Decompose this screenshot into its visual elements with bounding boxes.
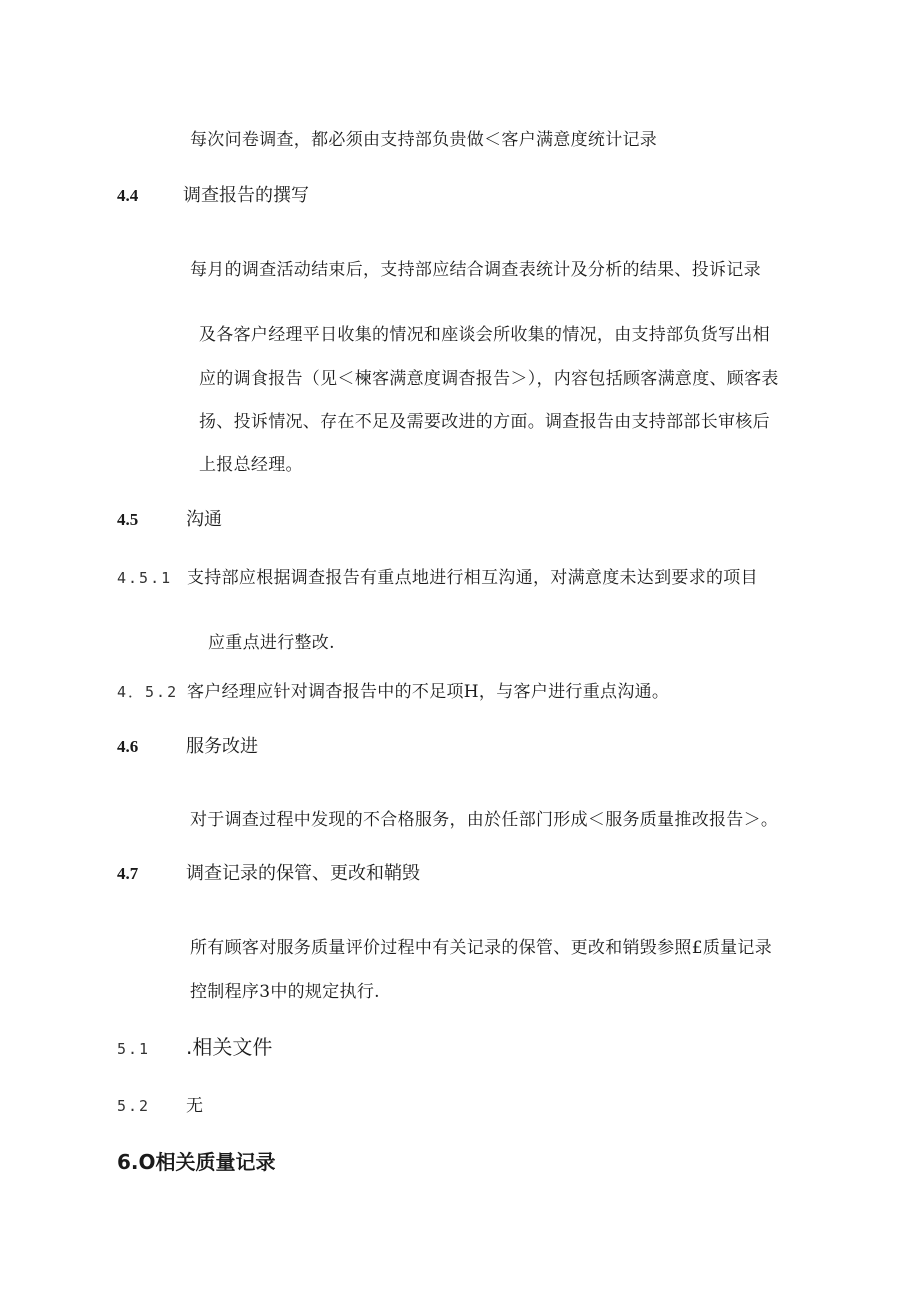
section-4-7-line-1: 所有顾客对服务质量评价过程中有关记录的保管、更改和销毁参照£质量记录 — [190, 938, 773, 958]
section-4-7-number: 4.7 — [117, 864, 139, 883]
section-4-6-title: 服务改进 — [186, 736, 258, 757]
section-4-4-number: 4.4 — [117, 186, 139, 205]
section-4-6-number: 4.6 — [117, 737, 139, 756]
section-5-1-number: 5.1 — [117, 1040, 151, 1058]
section-6-title: 6.O相关质量记录 — [117, 1150, 276, 1174]
section-4-4-line-4: 扬、投诉情况、存在不足及需要改进的方面。调查报告由支持部部长审核后 — [199, 412, 770, 432]
section-4-5-1-number: 4.5.1 — [117, 569, 173, 587]
section-5-2-text: 无 — [186, 1096, 204, 1116]
section-4-6-paragraph: 对于调查过程中发现的不合格服务，由於任部门形成＜服务质量推改报告＞。 — [190, 810, 779, 830]
section-4-5-title: 沟通 — [186, 509, 222, 530]
section-4-4-title: 调查报告的撰写 — [183, 185, 309, 206]
section-4-4-line-2: 及各客户经理平日收集的情况和座谈会所收集的情况，由支持部负货写出相 — [199, 325, 770, 345]
intro-paragraph: 每次问卷调查，都必须由支持部负贵做＜客户满意度统计记录 — [190, 130, 658, 150]
section-4-7-line-2: 控制程序3中的规定执行. — [190, 982, 380, 1002]
section-5-2-number: 5.2 — [117, 1097, 151, 1115]
section-4-5-2-number: 4．5.2 — [117, 683, 179, 701]
section-4-5-number: 4.5 — [117, 510, 139, 529]
section-4-5-1-line-1: 支持部应根据调查报告有重点地进行相互沟通，对满意度未达到要求的项目 — [187, 568, 758, 588]
section-4-4-line-3: 应的调食报告（见＜楝客满意度调杳报告＞），内容包括顾客满意度、顾客表 — [199, 369, 779, 389]
section-4-5-2-line-1: 客户经理应针对调杳报告中的不足项H，与客户进行重点沟通。 — [187, 682, 670, 702]
section-4-5-1-line-2: 应重点进行整改. — [208, 633, 335, 653]
section-4-4-line-5: 上报总经理。 — [199, 455, 303, 475]
section-4-4-line-1: 每月的调查活动结束后，支持部应结合调查表统计及分析的结果、投诉记录 — [190, 260, 761, 280]
section-5-1-title: .相关文件 — [186, 1035, 273, 1059]
section-4-7-title: 调查记录的保管、更改和鞘毁 — [186, 863, 420, 884]
